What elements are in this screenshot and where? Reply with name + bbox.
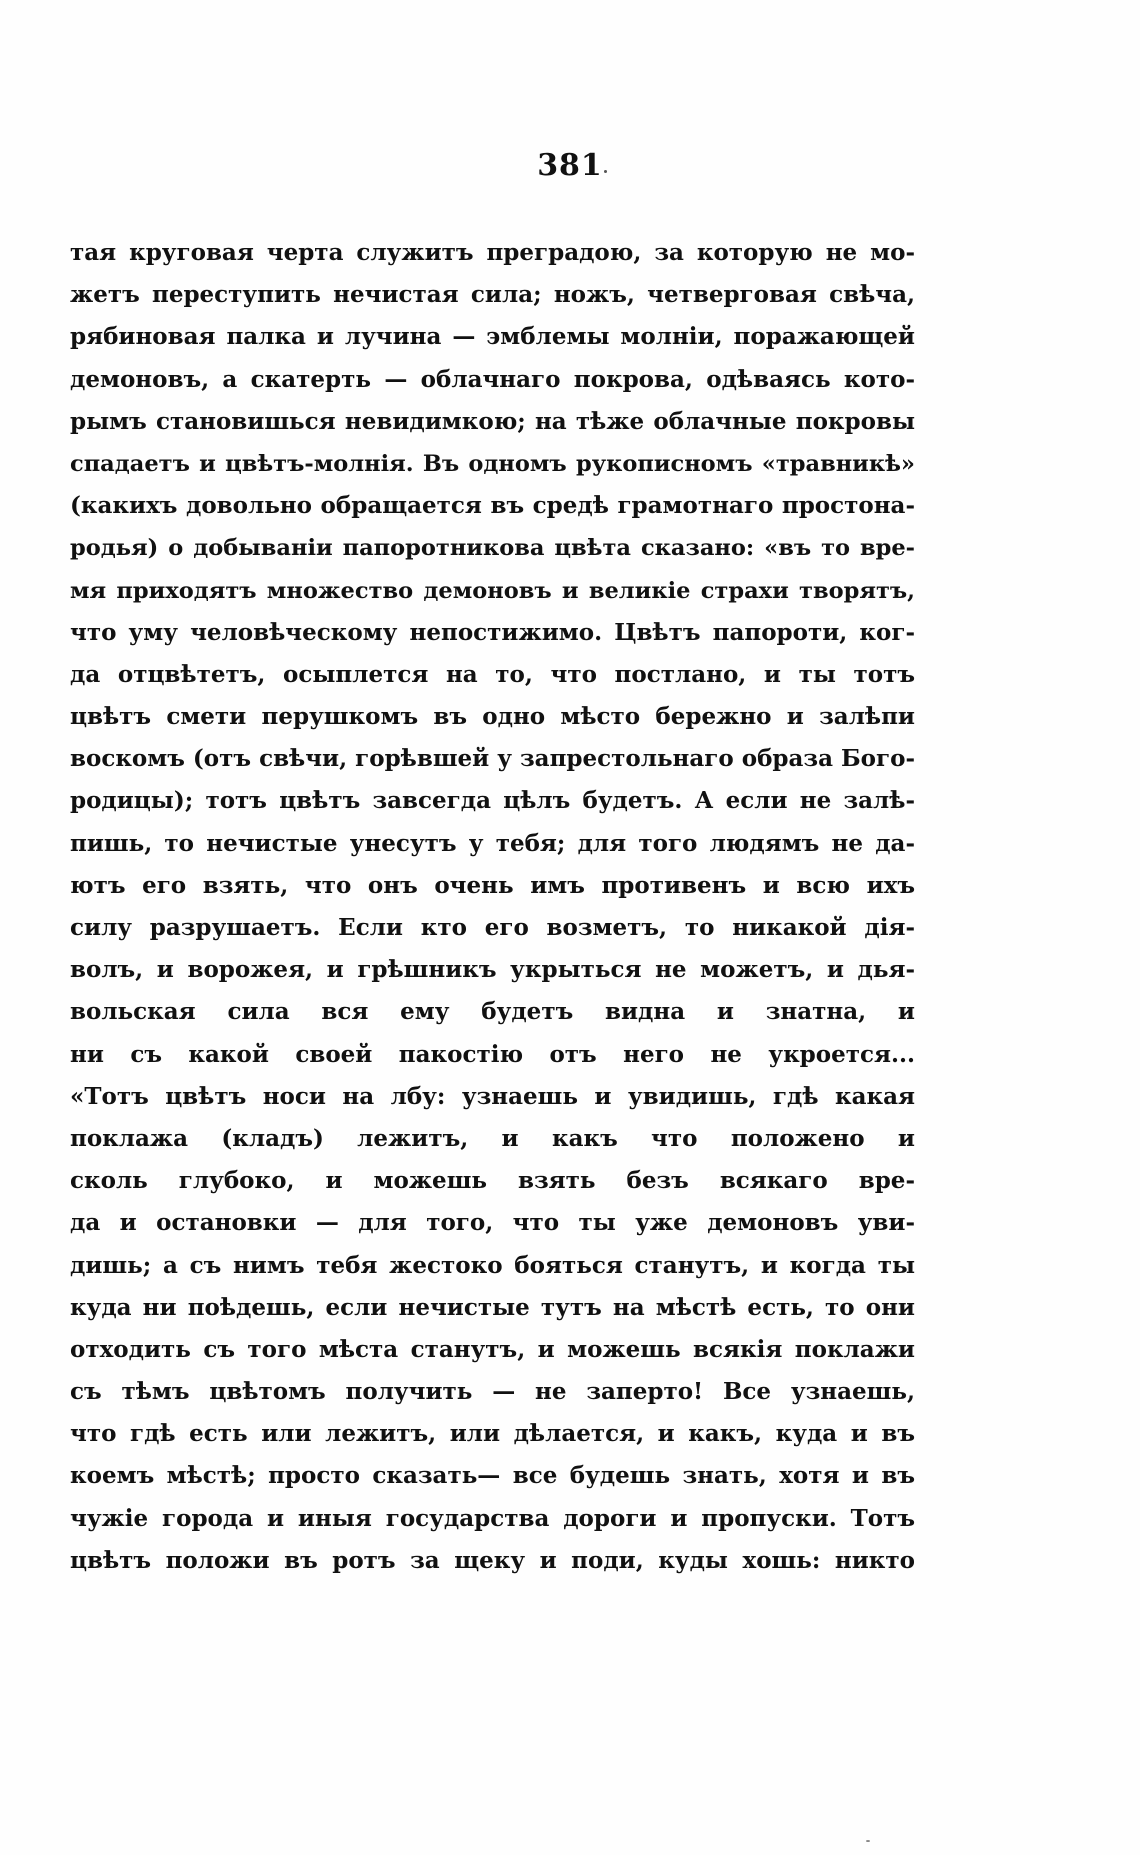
text-line: ни съ какой своей пакостію отъ него не укроется... — [70, 1040, 915, 1068]
text-line: цвѣтъ смети перушкомъ въ одно мѣсто бережно и залѣпи — [70, 703, 915, 731]
text-line: вольская сила вся ему будетъ видна и знатна, и — [70, 998, 915, 1026]
text-line: тая круговая черта служитъ преградою, за которую не мо- — [70, 239, 915, 266]
text-line: коемъ мѣстѣ; просто сказать— все будешь знать, хотя и въ — [70, 1462, 915, 1490]
page-number: 381 — [537, 148, 603, 183]
text-line: родья) о добываніи папоротникова цвѣта сказано: «въ то вре- — [70, 535, 915, 562]
text-line: рябиновая палка и лучина — эмблемы молніи, поражающей — [70, 323, 915, 351]
text-line: куда ни поѣдешь, если нечистые тутъ на мѣстѣ есть, то они — [70, 1293, 915, 1321]
text-line: рымъ становишься невидимкою; на тѣже облачные покровы — [70, 407, 915, 435]
text-line: да отцвѣтетъ, осыплется на то, что постлано, и ты тотъ — [70, 660, 915, 688]
text-line: чужіе города и иныя государства дороги и пропуски. Тотъ — [70, 1504, 915, 1532]
text-line: воскомъ (отъ свѣчи, горѣвшей у запрестольнаго образа Бого- — [70, 745, 915, 773]
text-line: да и остановки — для того, что ты уже демоновъ уви- — [70, 1209, 915, 1237]
text-line: пишь, то нечистые унесутъ у тебя; для того людямъ не да- — [70, 829, 915, 857]
text-line: мя приходятъ множество демоновъ и великіе страхи творятъ, — [70, 577, 915, 604]
print-speck — [866, 1840, 870, 1842]
text-line: съ тѣмъ цвѣтомъ получить — не заперто! Все узнаешь, — [70, 1378, 915, 1406]
text-line: «Тотъ цвѣтъ носи на лбу: узнаешь и увидишь, гдѣ какая — [70, 1082, 915, 1110]
text-line: отходить съ того мѣста станутъ, и можешь всякія поклажи — [70, 1335, 915, 1363]
text-line: жетъ переступить нечистая сила; ножъ, четверговая свѣча, — [70, 281, 915, 309]
text-line: волъ, и ворожея, и грѣшникъ укрыться не можетъ, и дья- — [70, 956, 915, 984]
text-line: что гдѣ есть или лежитъ, или дѣлается, и какъ, куда и въ — [70, 1420, 915, 1448]
text-line: спадаетъ и цвѣтъ-молнія. Въ одномъ рукописномъ «травникѣ» — [70, 450, 915, 477]
text-line: дишь; а съ нимъ тебя жестоко бояться станутъ, и когда ты — [70, 1251, 915, 1279]
text-line: поклажа (кладъ) лежитъ, и какъ что положено и — [70, 1124, 915, 1152]
body-text — [70, 232, 915, 1582]
text-line: ютъ его взять, что онъ очень имъ противенъ и всю ихъ — [70, 871, 915, 899]
text-line: силу разрушаетъ. Если кто его возметъ, то никакой дія- — [70, 914, 915, 941]
text-line: цвѣтъ положи въ ротъ за щеку и поди, куды хошь: никто — [70, 1546, 915, 1574]
text-line: сколь глубоко, и можешь взять безъ всякаго вре- — [70, 1167, 915, 1195]
text-line: (какихъ довольно обращается въ средѣ грамотнаго простона- — [70, 492, 915, 520]
text-line: что уму человѣческому непостижимо. Цвѣтъ папороти, ког- — [70, 618, 915, 646]
text-line: родицы); тотъ цвѣтъ завсегда цѣлъ будетъ. А если не залѣ- — [70, 787, 915, 815]
text-line: демоновъ, а скатерть — облачнаго покрова, одѣваясь кото- — [70, 365, 915, 393]
